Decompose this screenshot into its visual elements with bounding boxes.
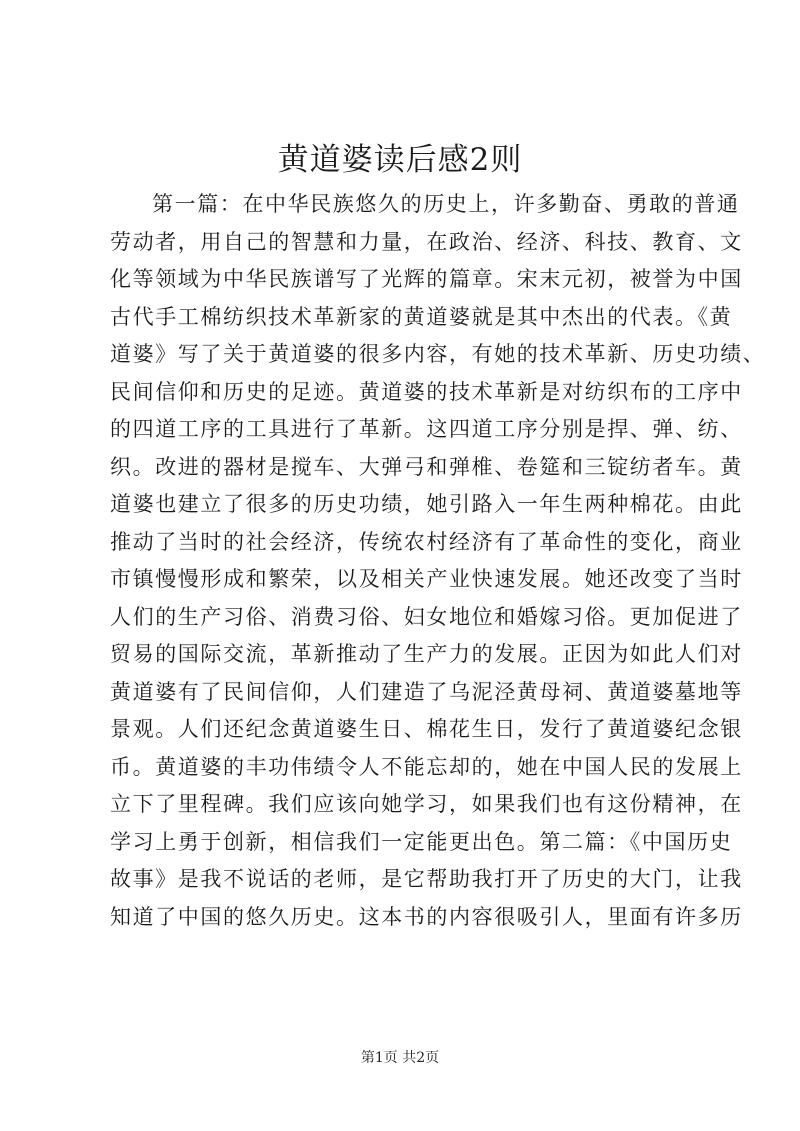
text-line: 学习上勇于创新，相信我们一定能更出色。第二篇：《中国历史 bbox=[110, 829, 733, 854]
text-line: 化等领域为中华民族谱写了光辉的篇章。宋末元初，被誉为中国 bbox=[110, 267, 743, 291]
text-line: 币。黄道婆的丰功伟绩令人不能忘却的，她在中国人民的发展上 bbox=[110, 754, 743, 779]
text-line: 第一篇：在中华民族悠久的历史上，许多勤奋、勇敢的普通 bbox=[152, 192, 740, 216]
text-line: 黄道婆有了民间信仰，人们建造了乌泥泾黄母祠、黄道婆墓地等 bbox=[110, 679, 743, 704]
text-line: 民间信仰和历史的足迹。黄道婆的技术革新是对纺织布的工序中 bbox=[110, 379, 743, 404]
text-line: 道婆也建立了很多的历史功绩，她引路入一年生两种棉花。由此 bbox=[110, 492, 743, 516]
text-line: 市镇慢慢形成和繁荣，以及相关产业快速发展。她还改变了当时 bbox=[110, 567, 743, 591]
document-body bbox=[110, 186, 766, 936]
text-line: 知道了中国的悠久历史。这本书的内容很吸引人，里面有许多历 bbox=[110, 904, 743, 929]
page-number-footer: 第1页 共2页 bbox=[360, 1050, 440, 1066]
text-line: 立下了里程碑。我们应该向她学习，如果我们也有这份精神，在 bbox=[110, 792, 743, 816]
text-line: 的四道工序的工具进行了革新。这四道工序分别是捍、弹、纺、 bbox=[110, 417, 743, 441]
text-line: 贸易的国际交流，革新推动了生产力的发展。正因为如此人们对 bbox=[110, 642, 743, 666]
text-line: 人们的生产习俗、消费习俗、妇女地位和婚嫁习俗。更加促进了 bbox=[110, 604, 743, 629]
page-title: 黄道婆读后感2则 bbox=[277, 142, 523, 178]
text-line: 古代手工棉纺织技术革新家的黄道婆就是其中杰出的代表。《黄 bbox=[110, 304, 733, 329]
text-line: 故事》是我不说话的老师，是它帮助我打开了历史的大门，让我 bbox=[110, 867, 743, 891]
text-line: 劳动者，用自己的智慧和力量，在政治、经济、科技、教育、文 bbox=[110, 229, 743, 254]
text-line: 推动了当时的社会经济，传统农村经济有了革命性的变化，商业 bbox=[110, 529, 743, 554]
text-line: 景观。人们还纪念黄道婆生日、棉花生日，发行了黄道婆纪念银 bbox=[110, 717, 743, 741]
text-line: 织。改进的器材是搅车、大弹弓和弹椎、卷筵和三锭纺者车。黄 bbox=[110, 454, 743, 479]
text-line: 道婆》写了关于黄道婆的很多内容，有她的技术革新、历史功绩、 bbox=[110, 342, 766, 366]
